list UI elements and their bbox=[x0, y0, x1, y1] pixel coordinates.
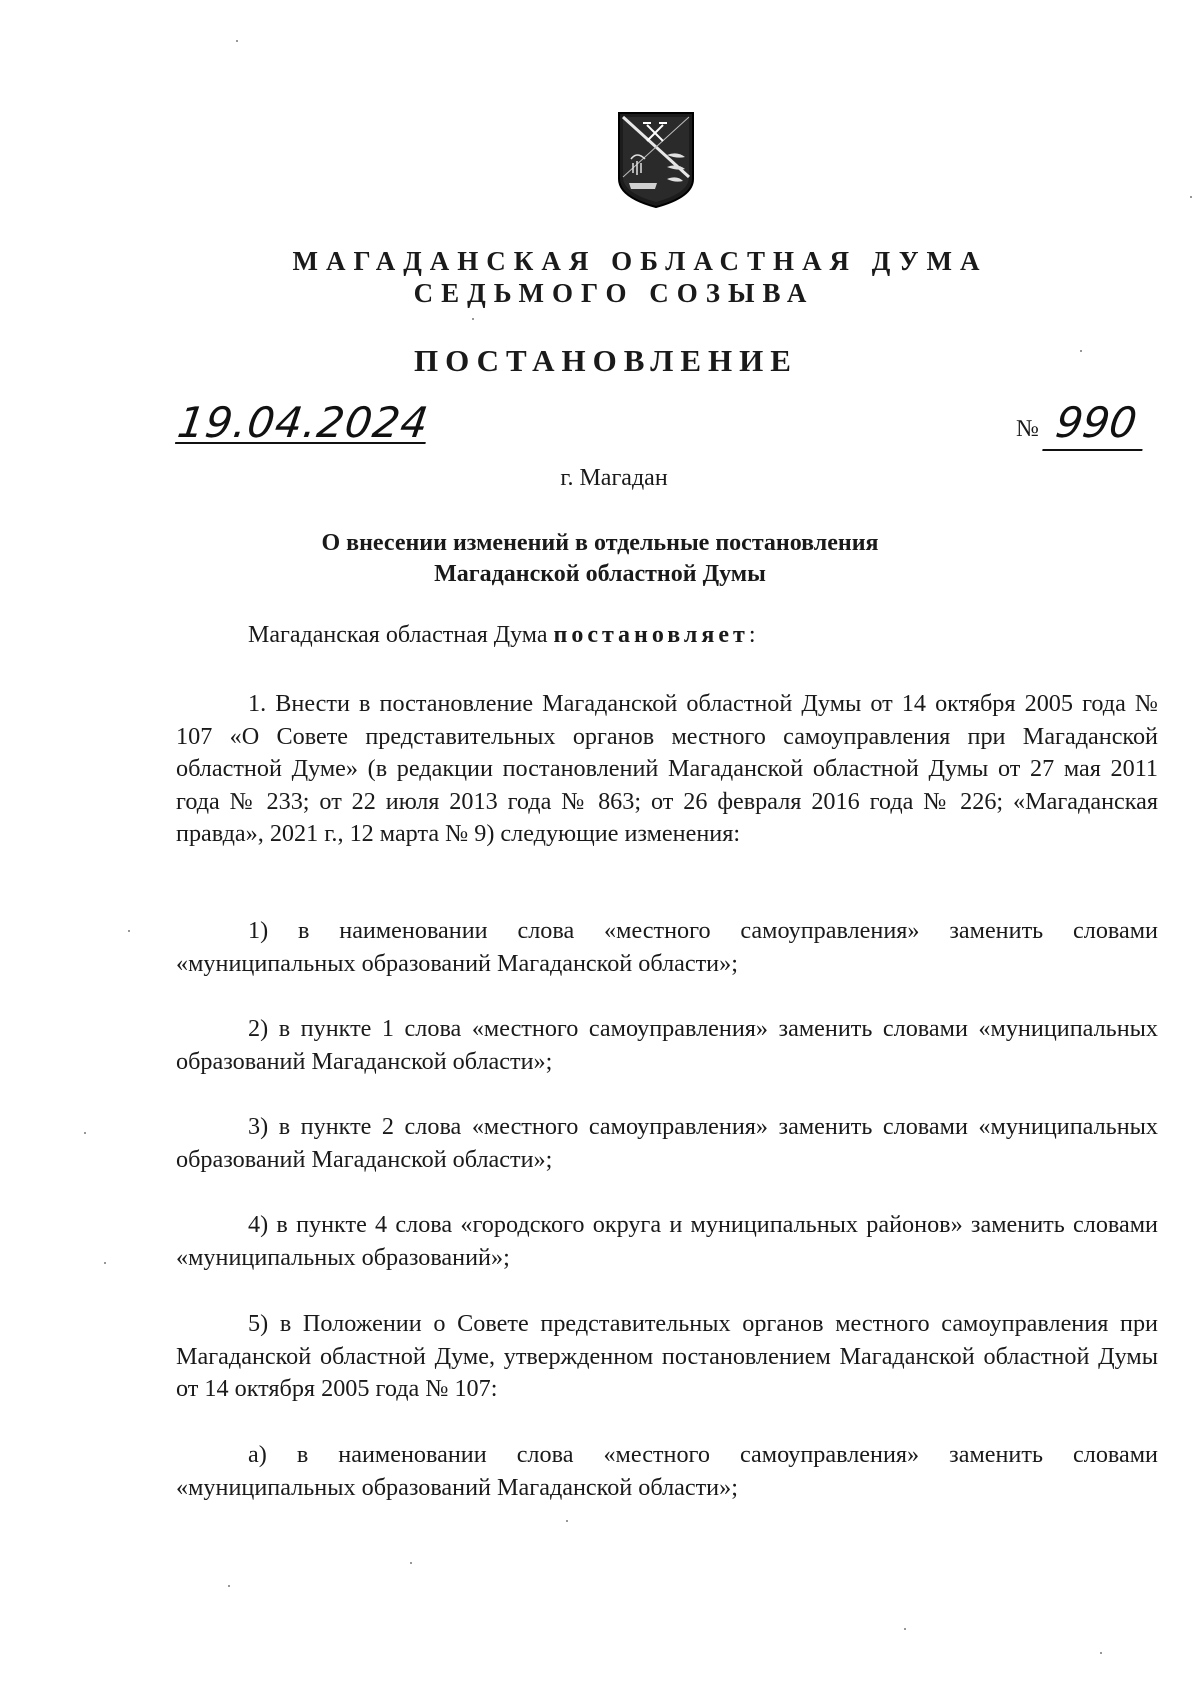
subparagraph-a: а) в наименовании слова «местного самоуправления» заменить словами «муниципальных образований Магаданской области»; bbox=[176, 1441, 1158, 1501]
document-type: ПОСТАНОВЛЕНИЕ bbox=[414, 343, 798, 378]
convocation-name: СЕДЬМОГО СОЗЫВА bbox=[413, 278, 815, 308]
paragraph-1: 1. Внести в постановление Магаданской областной Думы от 14 октября 2005 года № 107 «О Совете представительных органов местного самоуправления при Магаданской областной Думе» (в редакции постановлений Магаданской областной Думы от 27 мая 2011 года № 233; от 22 июля 2013 года № 863; от 26 февраля 2016 года № 226; «Магаданская правда», 2021 г., 12 марта № 9) следующие изменения: bbox=[176, 690, 1158, 847]
subparagraph-1: 1) в наименовании слова «местного самоуправления» заменить словами «муниципальных образований Магаданской области»; bbox=[176, 917, 1158, 977]
scan-speck bbox=[128, 930, 130, 932]
subject-line-1: О внесении изменений в отдельные постановления bbox=[321, 530, 879, 556]
subparagraph-5: 5) в Положении о Совете представительных органов местного самоуправления при Магаданской областной Думе, утвержденном постановлением Магаданской областной Думы от 14 октября 2005 года № 107: bbox=[176, 1310, 1158, 1402]
scan-speck bbox=[904, 1628, 906, 1630]
scan-speck bbox=[566, 1520, 568, 1522]
scan-speck bbox=[236, 40, 238, 42]
scan-speck bbox=[84, 1132, 86, 1134]
scan-speck bbox=[104, 1262, 106, 1264]
scan-speck bbox=[1190, 196, 1192, 198]
preamble-text: Магаданская областная Дума bbox=[248, 622, 554, 648]
preamble bbox=[248, 622, 755, 649]
handwritten-date: 19.04.2024 bbox=[174, 398, 432, 447]
number-label: № bbox=[1016, 416, 1039, 442]
organization-name: МАГАДАНСКАЯ ОБЛАСТНАЯ ДУМА bbox=[292, 246, 988, 276]
subparagraph-3: 3) в пункте 2 слова «местного самоуправления» заменить словами «муниципальных образований Магаданской области»; bbox=[176, 1113, 1158, 1173]
scan-speck bbox=[472, 318, 474, 320]
scan-speck bbox=[1080, 350, 1082, 352]
subparagraph-4: 4) в пункте 4 слова «городского округа и муниципальных районов» заменить словами «муниципальных образований»; bbox=[176, 1211, 1158, 1271]
subparagraph-2: 2) в пункте 1 слова «местного самоуправления» заменить словами «муниципальных образований Магаданской области»; bbox=[176, 1015, 1158, 1075]
preamble-tail: : bbox=[748, 622, 756, 648]
preamble-verb: постановляет bbox=[553, 622, 749, 648]
subject-line-2: Магаданской областной Думы bbox=[434, 561, 766, 587]
scan-speck bbox=[410, 1562, 412, 1564]
scan-speck bbox=[228, 1585, 230, 1587]
handwritten-number: 990 bbox=[1042, 398, 1149, 451]
city-line: г. Магадан bbox=[560, 465, 668, 491]
document-subject bbox=[0, 528, 1200, 590]
scan-speck bbox=[1100, 1652, 1102, 1654]
coat-of-arms-icon bbox=[617, 111, 695, 209]
